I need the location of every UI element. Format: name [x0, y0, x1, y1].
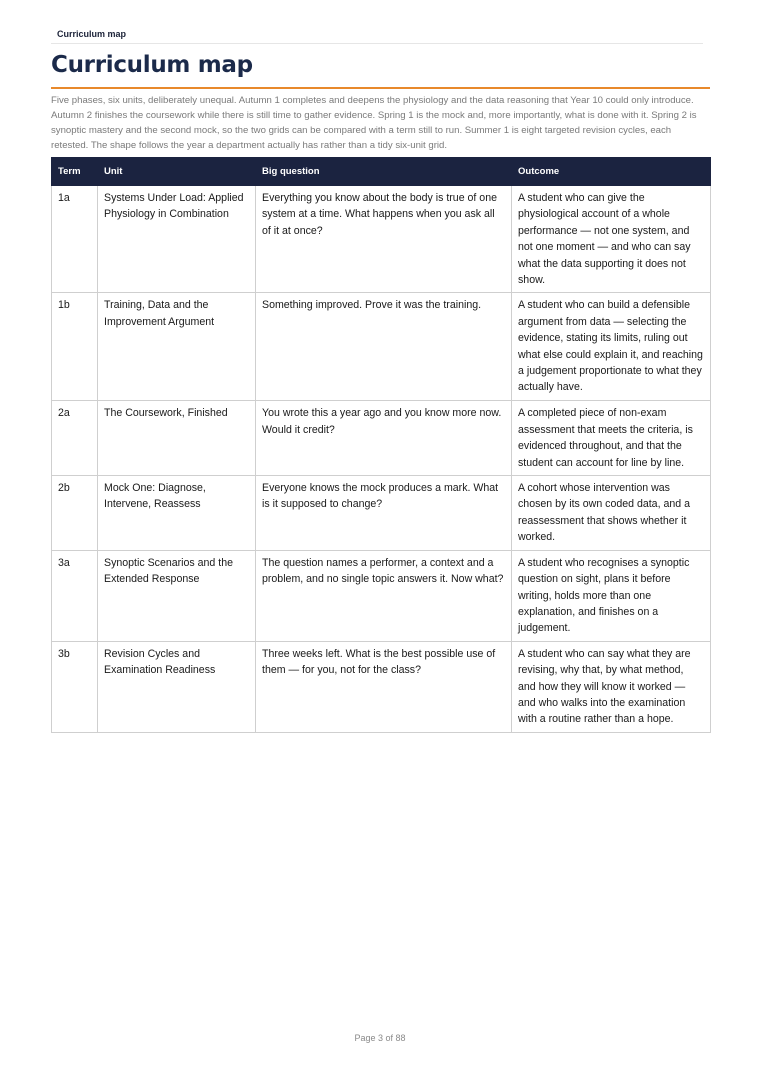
outcome-cell: A student who can give the physiological account of a whole performance — not one system, and not one moment — and who can say what the data supporting it does not show. — [512, 186, 711, 293]
curriculum-table — [51, 157, 711, 733]
table-row — [52, 186, 711, 293]
unit-cell: Systems Under Load: Applied Physiology in Combination — [98, 186, 256, 293]
outcome-cell: A student who can say what they are revising, why that, by what method, and how they will know it worked — and who walks into the examination with a routine rather than a hope. — [512, 641, 711, 732]
table-row — [52, 293, 711, 401]
question-cell: Everything you know about the body is true of one system at a time. What happens when you ask all of it at once? — [256, 186, 512, 293]
intro-paragraph: Five phases, six units, deliberately unequal. Autumn 1 completes and deepens the physiology and the data reasoning that Year 10 could only introduce. Autumn 2 finishes the coursework while there is still time to gather evidence. Spring 1 is the mock and, more importantly, what is done with it. Spring 2 is synoptic mastery and the second mock, so the two grids can be compared with a term still to run. Summer 1 is eight targeted revision cycles, each retested. The shape follows the year a department actually has rather than a tidy six-unit grid. — [51, 95, 697, 151]
term-cell: 2a — [52, 401, 98, 476]
question-cell: Three weeks left. What is the best possible use of them — for you, not for the class? — [256, 641, 512, 732]
question-cell: Something improved. Prove it was the training. — [256, 293, 512, 401]
question-cell: You wrote this a year ago and you know more now. Would it credit? — [256, 401, 512, 476]
question-cell: Everyone knows the mock produces a mark. What is it supposed to change? — [256, 476, 512, 551]
header-divider — [51, 43, 703, 44]
page-number: Page 3 of 88 — [354, 1033, 406, 1043]
question-cell: The question names a performer, a context and a problem, and no single topic answers it. Now what? — [256, 550, 512, 641]
header-big-question: Big question — [256, 158, 512, 186]
outcome-cell: A completed piece of non-exam assessment that meets the criteria, is evidenced throughout, and that the student can account for line by line. — [512, 401, 711, 476]
table-header-row — [52, 158, 711, 186]
table-row — [52, 641, 711, 732]
unit-cell: The Coursework, Finished — [98, 401, 256, 476]
outcome-cell: A student who recognises a synoptic question on sight, plans it before writing, holds more than one explanation, and finishes on a judgement. — [512, 550, 711, 641]
page-title: Curriculum map — [51, 52, 253, 78]
unit-cell: Synoptic Scenarios and the Extended Response — [98, 550, 256, 641]
unit-cell: Training, Data and the Improvement Argument — [98, 293, 256, 401]
outcome-cell: A student who can build a defensible argument from data — selecting the evidence, stating its limits, ruling out what else could explain it, and reaching a judgement proportionate to what they actually have. — [512, 293, 711, 401]
unit-cell: Revision Cycles and Examination Readiness — [98, 641, 256, 732]
table-row — [52, 476, 711, 551]
term-cell: 3b — [52, 641, 98, 732]
header-term: Term — [52, 158, 98, 186]
unit-cell: Mock One: Diagnose, Intervene, Reassess — [98, 476, 256, 551]
outcome-cell: A cohort whose intervention was chosen by its own coded data, and a reassessment that shows whether it worked. — [512, 476, 711, 551]
table-row — [52, 401, 711, 476]
running-head: Curriculum map — [57, 29, 127, 39]
table-row — [52, 550, 711, 641]
header-outcome: Outcome — [512, 158, 711, 186]
title-underline — [51, 87, 710, 89]
term-cell: 1b — [52, 293, 98, 401]
header-unit: Unit — [98, 158, 256, 186]
term-cell: 3a — [52, 550, 98, 641]
term-cell: 1a — [52, 186, 98, 293]
term-cell: 2b — [52, 476, 98, 551]
